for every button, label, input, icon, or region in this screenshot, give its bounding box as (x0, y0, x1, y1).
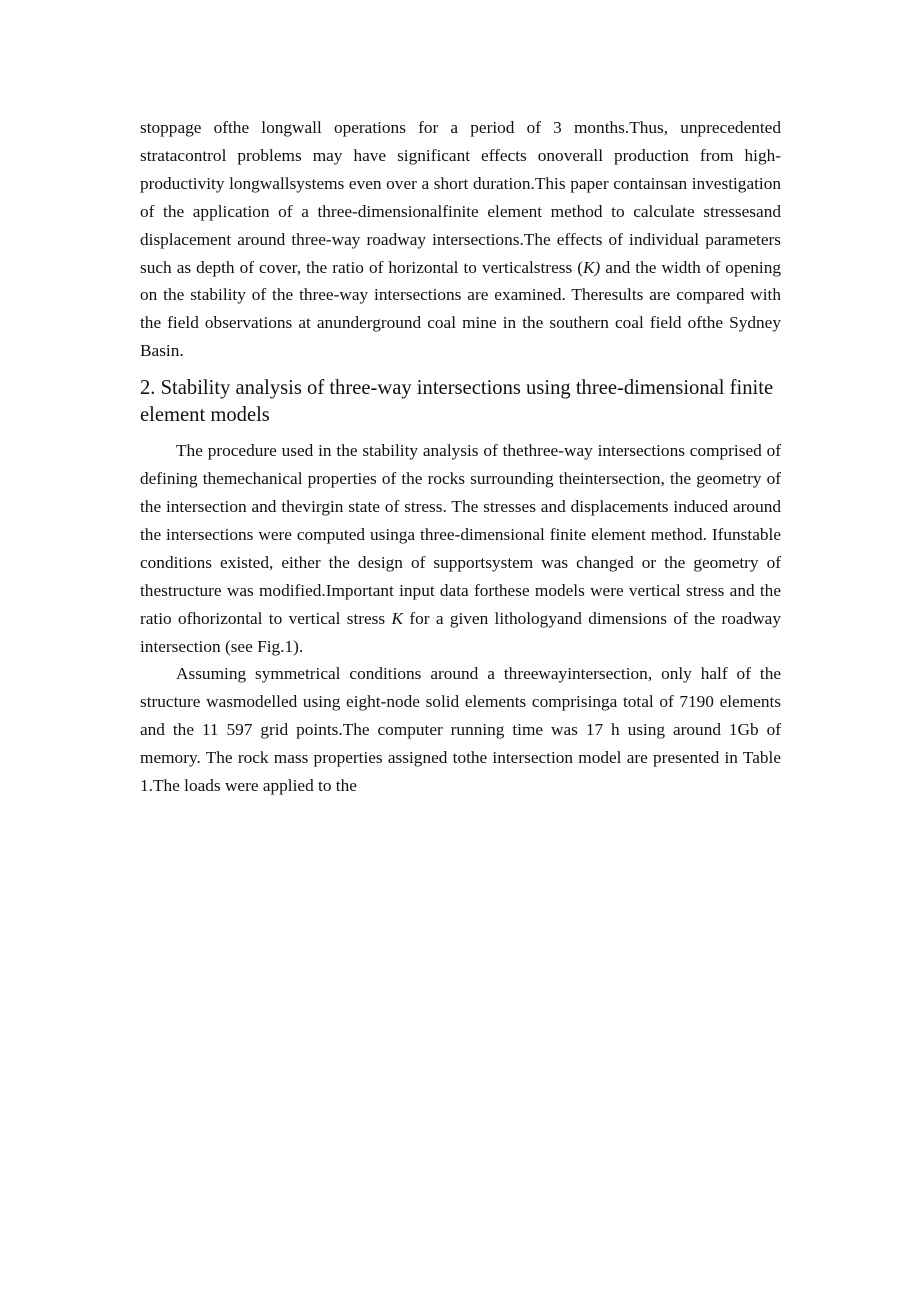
procedure-text-part-2: for a given lithologyand dimensions of the roadway intersection (see Fig.1). (140, 608, 781, 656)
intro-text-part-1: stoppage ofthe longwall operations for a period of 3 months.Thus, unprecedented stratacontrol problems may have significant effects onoverall production from high-productivity longwallsystems even over a short duration.This paper containsan investigation of the application of a three-dimensionalfinite element method to calculate stressesand displacement around three-way roadway intersections.The effects of individual parameters such as depth of cover, the ratio of horizontal to verticalstress ( (140, 118, 781, 277)
model-paragraph: Assuming symmetrical conditions around a threewayintersection, only half of the structure wasmodelled using eight-node solid elements comprisinga total of 7190 elements and the 11 597 grid points.The computer running time was 17 h using around 1Gb of memory. The rock mass properties assigned tothe intersection model are presented in Table 1.The loads were applied to the (140, 664, 781, 796)
intro-paragraph (140, 114, 781, 365)
procedure-text-part-1: The procedure used in the stability analysis of thethree-way intersections comprised of defining themechanical properties of the rocks surrounding theintersection, the geometry of the intersection and thevirgin state of stress. The stresses and displacements induced around the intersections were computed usinga three-dimensional finite element method. Ifunstable conditions existed, either the design of supportsystem was changed or the geometry of thestructure was modified.Important input data forthese models were vertical stress and the ratio ofhorizontal to vertical stress (140, 441, 781, 628)
k-ratio-symbol-inline: K (391, 608, 403, 628)
intro-text-part-2: and the width of opening on the stability of the three-way intersections are examined. Theresults are compared with the field observations at anunderground coal mine in the southern coal field ofthe Sydney Basin. (140, 257, 781, 361)
procedure-paragraph (140, 437, 781, 660)
k-ratio-symbol: K) (582, 257, 601, 277)
document-page (140, 114, 781, 800)
section-heading: 2. Stability analysis of three-way intersections using three-dimensional finite element models (140, 377, 774, 427)
